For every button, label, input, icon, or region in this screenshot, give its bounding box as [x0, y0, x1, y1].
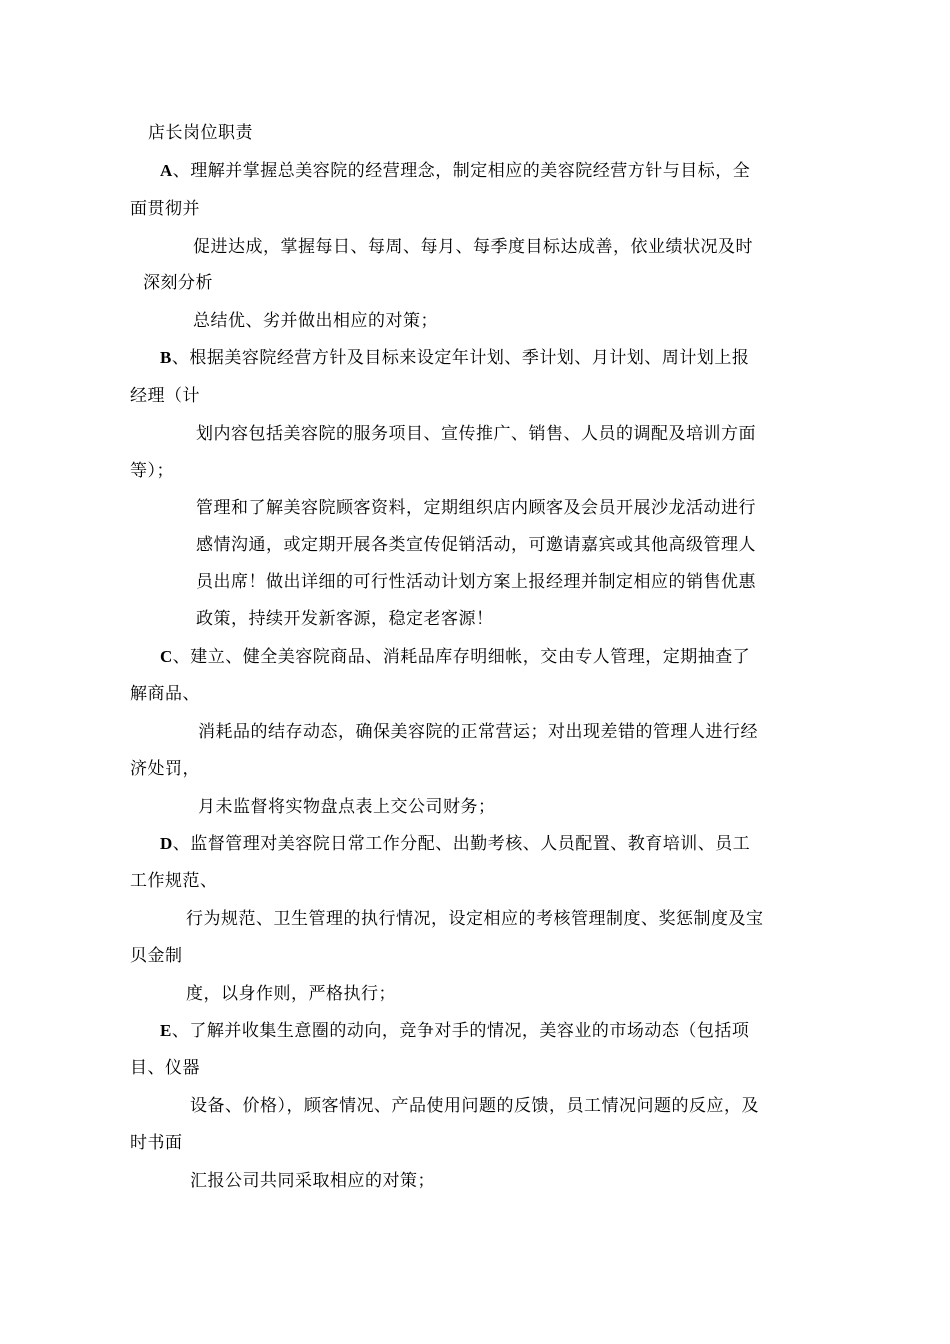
section-d-line-5: 度，以身作则，严格执行； [186, 984, 396, 1004]
section-e-line-1 [160, 1020, 749, 1042]
section-a-line-3: 促进达成，掌握每日、每周、每月、每季度目标达成善，依业绩状况及时 [193, 237, 753, 257]
section-d-line-3: 行为规范、卫生管理的执行情况，设定相应的考核管理制度、奖惩制度及宝 [186, 909, 764, 929]
section-c-letter: C [160, 647, 173, 666]
section-a-letter: A [160, 161, 173, 180]
section-a-line-2: 面贯彻并 [130, 199, 200, 219]
section-b-line-3: 划内容包括美容院的服务项目、宣传推广、销售、人员的调配及培训方面 [196, 424, 756, 444]
section-d-letter: D [160, 834, 173, 853]
section-a-line-1 [160, 160, 750, 182]
section-a-line-5: 总结优、劣并做出相应的对策； [193, 311, 438, 331]
section-d-line-4: 贝金制 [130, 946, 183, 966]
section-e-line-4: 时书面 [130, 1133, 183, 1153]
section-c-text-1: 、建立、健全美容院商品、消耗品库存明细帐，交由专人管理，定期抽查了 [172, 647, 751, 667]
section-a-text-1: 、理解并掌握总美容院的经营理念，制定相应的美容院经营方针与目标，全 [172, 161, 751, 181]
section-e-line-2: 目、仪器 [130, 1058, 200, 1078]
section-c-line-3: 消耗品的结存动态，确保美容院的正常营运；对出现差错的管理人进行经 [198, 722, 758, 742]
section-c-line-1 [160, 646, 750, 668]
section-a-line-4: 深刻分析 [143, 273, 213, 293]
section-d-line-2: 工作规范、 [130, 871, 218, 891]
section-c-line-2: 解商品、 [130, 684, 200, 704]
section-e-line-3: 设备、价格），顾客情况、产品使用问题的反馈，员工情况问题的反应，及 [190, 1096, 759, 1116]
section-e-text-1: 、了解并收集生意圈的动向，竞争对手的情况，美容业的市场动态（包括项 [171, 1021, 750, 1041]
section-b-line-5: 管理和了解美容院顾客资料，定期组织店内顾客及会员开展沙龙活动进行 [196, 498, 756, 518]
section-b-line-8: 政策，持续开发新客源，稳定老客源！ [196, 609, 494, 629]
section-b-line-6: 感情沟通，或定期开展各类宣传促销活动，可邀请嘉宾或其他高级管理人 [196, 535, 756, 555]
document-title: 店长岗位职责 [148, 123, 253, 143]
section-c-line-5: 月未监督将实物盘点表上交公司财务； [198, 797, 496, 817]
section-e-line-5: 汇报公司共同采取相应的对策； [190, 1171, 435, 1191]
section-b-text-1: 、根据美容院经营方针及目标来设定年计划、季计划、月计划、周计划上报 [171, 348, 750, 368]
section-b-letter: B [160, 348, 172, 367]
section-e-letter: E [160, 1021, 172, 1040]
section-d-text-1: 、监督管理对美容院日常工作分配、出勤考核、人员配置、教育培训、员工 [172, 834, 751, 854]
section-d-line-1 [160, 833, 750, 855]
section-c-line-4: 济处罚， [130, 759, 200, 779]
section-b-line-1 [160, 347, 749, 369]
section-b-line-4: 等）； [130, 461, 174, 481]
section-b-line-2: 经理（计 [130, 386, 200, 406]
section-b-line-7: 员出席！做出详细的可行性活动计划方案上报经理并制定相应的销售优惠 [196, 572, 756, 592]
